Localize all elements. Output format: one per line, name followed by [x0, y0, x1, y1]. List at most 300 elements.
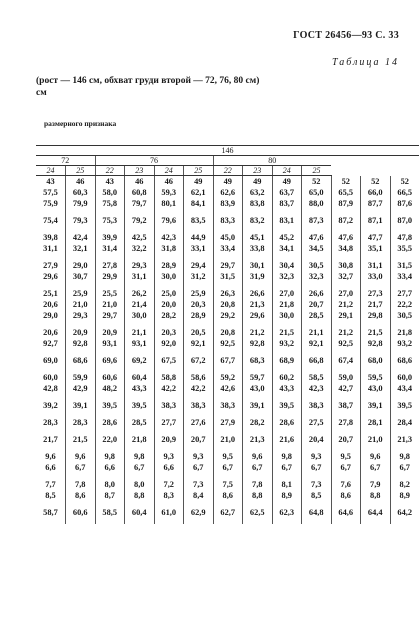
cell-value: 39,5: [279, 401, 295, 410]
cell-value: 92,0: [161, 339, 177, 348]
cell-value: 79,7: [131, 199, 147, 208]
cell-value: 27,3: [367, 289, 383, 298]
table-cell: [331, 507, 361, 524]
table-cell: [95, 232, 125, 260]
cell-value: 58,5: [102, 508, 118, 517]
cell-value: 7,2: [163, 480, 174, 489]
cell-value: 92,8: [72, 339, 88, 348]
table-cell: [243, 355, 273, 372]
cell-value: 31,5: [397, 261, 413, 270]
table-cell: [390, 507, 419, 524]
cell-value: 47,7: [367, 233, 383, 242]
cell-value: 8,5: [45, 491, 56, 500]
cell-value: 20,3: [161, 328, 177, 337]
cell-value: 28,2: [249, 418, 265, 427]
cell-value: 29,0: [43, 311, 58, 320]
cell-value: 63,2: [249, 188, 265, 197]
cell-value: 31,4: [102, 244, 118, 253]
table-cell: [184, 372, 214, 400]
cell-value: 48,2: [102, 384, 118, 393]
cell-value: 6,7: [311, 463, 322, 472]
cell-value: 30,0: [279, 311, 295, 320]
cell-value: 29,0: [72, 261, 88, 270]
cell-value: 22,0: [102, 435, 118, 444]
cell-value: 6,7: [222, 463, 233, 472]
table-cell: [184, 288, 214, 327]
cell-value: 42,7: [338, 384, 354, 393]
table-cell: [213, 507, 243, 524]
cell-value: 83,5: [190, 216, 206, 225]
cell-value: 20,9: [72, 328, 88, 337]
cell-value: 20,8: [220, 300, 236, 309]
cell-value: 59,5: [367, 373, 383, 382]
cell-value: 87,0: [397, 216, 413, 225]
cell-value: 25,1: [43, 289, 58, 298]
cell-value: 83,9: [220, 199, 236, 208]
cell-value: 46: [135, 177, 144, 186]
cell-value: 21,7: [43, 435, 58, 444]
cell-value: 7,5: [222, 480, 233, 489]
cell-value: 43: [46, 177, 55, 186]
cell-value: 21,8: [279, 300, 295, 309]
table-cell: [331, 372, 361, 400]
cell-value: 21,4: [131, 300, 147, 309]
table-cell: [272, 260, 302, 288]
cell-value: 27,7: [397, 289, 413, 298]
cell-value: 28,5: [308, 311, 324, 320]
size-header: 22: [213, 166, 243, 176]
cell-value: 92,5: [338, 339, 354, 348]
table-cell: [154, 355, 184, 372]
table-cell: [213, 417, 243, 434]
measurement-table: [36, 145, 419, 524]
cell-value: 29,9: [102, 272, 118, 281]
cell-value: 88,0: [308, 199, 324, 208]
size-header: 24: [36, 166, 66, 176]
cell-value: 7,9: [370, 480, 381, 489]
table-cell: [125, 417, 155, 434]
table-cell: [272, 232, 302, 260]
cell-value: 39,5: [397, 401, 413, 410]
cell-value: 27,6: [190, 418, 206, 427]
chest-group-header: 76: [95, 156, 213, 166]
cell-value: 66,0: [367, 187, 383, 197]
table-cell: [272, 434, 302, 451]
table-cell: [331, 327, 361, 355]
cell-value: 29,7: [102, 311, 118, 320]
table-cell: [213, 260, 243, 288]
cell-value: 8,3: [163, 491, 174, 500]
cell-value: 20,4: [308, 435, 324, 444]
table-cell: [213, 372, 243, 400]
table-cell: [184, 434, 214, 451]
cell-value: 43,3: [131, 384, 147, 393]
table-cell: [302, 434, 332, 451]
cell-value: 33,4: [397, 272, 413, 281]
table-cell: [272, 215, 302, 232]
cell-value: 27,7: [161, 418, 177, 427]
cell-value: 9,8: [399, 452, 410, 461]
cell-value: 39,1: [367, 401, 383, 410]
table-cell: [154, 232, 184, 260]
cell-value: 21,1: [131, 328, 147, 337]
table-cell: [154, 288, 184, 327]
cell-value: 42,9: [72, 384, 88, 393]
cell-value: 60,0: [43, 373, 58, 382]
cell-value: 62,7: [220, 508, 236, 517]
cell-value: 69,2: [131, 356, 147, 365]
size-header: 25: [184, 166, 214, 176]
cell-value: 69,0: [43, 356, 58, 365]
table-cell: [95, 260, 125, 288]
table-cell: [243, 434, 273, 451]
cell-value: 6,7: [340, 463, 351, 472]
table-cell: [361, 372, 391, 400]
cell-value: 87,6: [397, 198, 413, 208]
table-cell: [95, 479, 125, 507]
table-cell: [361, 288, 391, 327]
cell-value: 68,6: [397, 356, 413, 365]
size-header: 22: [95, 166, 125, 176]
cell-value: 39,9: [102, 233, 118, 242]
cell-value: 30,7: [72, 272, 88, 281]
cell-value: 29,1: [338, 311, 354, 320]
cell-value: 20,8: [220, 328, 236, 337]
cell-value: 31,9: [249, 272, 265, 281]
table-cell: [36, 507, 66, 524]
table-cell: [36, 260, 66, 288]
cell-value: 28,6: [279, 418, 295, 427]
cell-value: 42,3: [308, 384, 324, 393]
cell-value: 47,6: [338, 233, 354, 242]
cell-value: 28,6: [102, 418, 118, 427]
chest-group-header: 80: [213, 156, 331, 166]
cell-value: 8,9: [281, 491, 292, 500]
cell-value: 20,5: [190, 328, 206, 337]
cell-value: 32,3: [308, 272, 324, 281]
cell-value: 32,2: [131, 244, 147, 253]
table-cell: [154, 434, 184, 451]
table-row: [36, 400, 419, 417]
table-cell: [243, 417, 273, 434]
cell-value: 9,6: [252, 452, 263, 461]
table-cell: [95, 288, 125, 327]
cell-value: 83,3: [220, 216, 236, 225]
table-cell: [184, 215, 214, 232]
cell-value: 8,5: [311, 491, 322, 500]
table-cell: [154, 176, 184, 216]
table-cell: [331, 355, 361, 372]
cell-value: 28,9: [190, 311, 206, 320]
table-cell: [361, 479, 391, 507]
table-cell: [66, 479, 96, 507]
cell-value: 60,4: [131, 508, 147, 517]
cell-value: 6,7: [370, 463, 381, 472]
cell-value: 29,3: [72, 311, 88, 320]
cell-value: 21,0: [72, 300, 88, 309]
cell-value: 6,6: [163, 463, 174, 472]
cell-value: 59,0: [338, 373, 354, 382]
table-cell: [66, 215, 96, 232]
cell-value: 93,1: [131, 339, 147, 348]
table-cell: [302, 417, 332, 434]
table-row: [36, 327, 419, 355]
table-cell: [331, 417, 361, 434]
cell-value: 25,9: [72, 289, 88, 298]
header-row-height: [36, 146, 419, 156]
table-cell: [36, 400, 66, 417]
table-caption: [36, 75, 396, 99]
cell-value: 21,1: [308, 328, 324, 337]
cell-value: 21,5: [279, 328, 295, 337]
cell-value: 39,5: [131, 401, 147, 410]
table-cell: [361, 355, 391, 372]
table-cell: [36, 288, 66, 327]
cell-value: 42,6: [220, 384, 236, 393]
table-cell: [36, 434, 66, 451]
table-cell: [213, 327, 243, 355]
table-cell: [302, 479, 332, 507]
table-cell: [213, 215, 243, 232]
cell-value: 31,5: [220, 272, 236, 281]
cell-value: 43,4: [397, 384, 413, 393]
size-table: [36, 145, 419, 524]
cell-value: 26,6: [249, 289, 265, 298]
cell-value: 20,7: [190, 435, 206, 444]
cell-value: 7,8: [75, 480, 86, 489]
table-cell: [302, 355, 332, 372]
cell-value: 9,3: [193, 452, 204, 461]
table-cell: [154, 260, 184, 288]
cell-value: 20,7: [308, 300, 324, 309]
cell-value: 52: [400, 176, 409, 186]
table-cell: [272, 451, 302, 479]
cell-value: 34,1: [279, 244, 295, 253]
table-cell: [125, 479, 155, 507]
cell-value: 21,5: [367, 328, 383, 337]
cell-value: 52: [371, 176, 380, 186]
table-cell: [184, 451, 214, 479]
cell-value: 30,5: [308, 261, 324, 270]
table-cell: [390, 434, 419, 451]
table-cell: [331, 215, 361, 232]
cell-value: 6,7: [193, 463, 204, 472]
table-cell: [95, 355, 125, 372]
cell-value: 79,3: [72, 216, 88, 225]
cell-value: 47,6: [308, 233, 324, 242]
table-row: [36, 232, 419, 260]
cell-value: 27,8: [338, 418, 354, 427]
cell-value: 20,9: [161, 435, 177, 444]
cell-value: 27,8: [102, 261, 118, 270]
table-cell: [213, 355, 243, 372]
table-cell: [302, 400, 332, 417]
cell-value: 33,0: [367, 272, 383, 281]
table-cell: [154, 372, 184, 400]
cell-value: 27,9: [43, 261, 58, 270]
cell-value: 21,3: [249, 300, 265, 309]
cell-value: 93,2: [279, 339, 295, 348]
table-cell: [331, 479, 361, 507]
table-cell: [390, 176, 419, 216]
table-cell: [184, 260, 214, 288]
size-header: 24: [272, 166, 302, 176]
cell-value: 43,0: [367, 384, 383, 393]
cell-value: 21,3: [249, 435, 265, 444]
cell-value: 60,3: [72, 188, 88, 197]
cell-value: 33,4: [220, 244, 236, 253]
cell-value: 39,5: [102, 401, 118, 410]
cell-value: 21,3: [397, 435, 413, 444]
cell-value: 75,8: [102, 199, 118, 208]
cell-value: 21,2: [338, 328, 354, 337]
cell-value: 32,1: [72, 244, 88, 253]
cell-value: 43,3: [279, 384, 295, 393]
cell-value: 27,5: [308, 418, 324, 427]
height-header: 146: [36, 146, 419, 156]
table-cell: [213, 479, 243, 507]
table-cell: [361, 176, 391, 216]
table-cell: [302, 451, 332, 479]
cell-value: 84,1: [190, 199, 206, 208]
cell-value: 33,1: [190, 244, 206, 253]
cell-value: 27,9: [220, 418, 236, 427]
table-cell: [36, 215, 66, 232]
table-cell: [361, 417, 391, 434]
cell-value: 42,3: [161, 233, 177, 242]
cell-value: 28,4: [397, 418, 413, 427]
table-cell: [272, 400, 302, 417]
cell-value: 58,5: [308, 373, 324, 382]
cell-value: 58,0: [102, 188, 118, 197]
cell-value: 28,5: [131, 418, 147, 427]
cell-value: 31,1: [43, 244, 58, 253]
table-cell: [66, 288, 96, 327]
table-cell: [125, 451, 155, 479]
cell-value: 9,5: [222, 452, 233, 461]
cell-value: 80,1: [161, 199, 177, 208]
cell-value: 21,5: [72, 435, 88, 444]
cell-value: 9,5: [340, 452, 351, 461]
table-cell: [331, 176, 361, 216]
cell-value: 35,1: [367, 244, 383, 253]
cell-value: 58,7: [43, 508, 58, 517]
table-cell: [390, 400, 419, 417]
table-cell: [36, 417, 66, 434]
cell-value: 21,0: [220, 435, 236, 444]
table-cell: [184, 176, 214, 216]
cell-value: 62,6: [220, 188, 236, 197]
cell-value: 42,5: [131, 233, 147, 242]
cell-value: 60,8: [131, 188, 147, 197]
size-header: 25: [302, 166, 332, 176]
table-cell: [36, 327, 66, 355]
cell-value: 6,7: [281, 463, 292, 472]
table-cell: [331, 400, 361, 417]
table-cell: [302, 215, 332, 232]
table-cell: [36, 232, 66, 260]
cell-value: 87,7: [367, 198, 383, 208]
cell-value: 34,8: [338, 244, 354, 253]
cell-value: 58,8: [161, 373, 177, 382]
cell-value: 79,9: [72, 199, 88, 208]
cell-value: 68,0: [367, 356, 383, 365]
table-cell: [390, 451, 419, 479]
table-cell: [390, 355, 419, 372]
cell-value: 9,6: [75, 452, 86, 461]
table-cell: [213, 288, 243, 327]
cell-value: 68,6: [72, 356, 88, 365]
cell-value: 7,3: [311, 480, 322, 489]
cell-value: 38,3: [161, 401, 177, 410]
cell-value: 25,5: [102, 289, 118, 298]
cell-value: 31,1: [367, 261, 383, 270]
cell-value: 49: [223, 177, 232, 186]
table-cell: [361, 260, 391, 288]
table-cell: [95, 417, 125, 434]
cell-value: 92,1: [190, 339, 206, 348]
cell-value: 29,7: [220, 261, 236, 270]
cell-value: 64,2: [397, 508, 413, 517]
table-cell: [302, 232, 332, 260]
table-cell: [390, 479, 419, 507]
cell-value: 9,6: [370, 452, 381, 461]
cell-value: 8,9: [399, 491, 410, 500]
cell-value: 30,5: [397, 311, 413, 320]
table-cell: [95, 507, 125, 524]
table-cell: [154, 215, 184, 232]
table-cell: [125, 288, 155, 327]
cell-value: 9,8: [281, 452, 292, 461]
cell-value: 43,0: [249, 384, 265, 393]
table-cell: [331, 434, 361, 451]
table-cell: [361, 507, 391, 524]
cell-value: 38,3: [220, 401, 236, 410]
cell-value: 67,4: [338, 356, 354, 365]
table-cell: [213, 451, 243, 479]
cell-value: 64,4: [367, 508, 383, 517]
size-header: 23: [125, 166, 155, 176]
cell-value: 47,8: [397, 233, 413, 242]
cell-value: 42,8: [43, 384, 58, 393]
cell-value: 45,1: [249, 233, 265, 242]
table-cell: [390, 215, 419, 232]
table-cell: [184, 232, 214, 260]
cell-value: 8,0: [104, 480, 115, 489]
table-cell: [390, 417, 419, 434]
cell-value: 35,5: [397, 244, 413, 253]
cell-value: 9,8: [134, 452, 145, 461]
cell-value: 26,3: [220, 289, 236, 298]
cell-value: 66,5: [397, 187, 413, 197]
cell-value: 60,4: [131, 373, 147, 382]
cell-value: 31,2: [190, 272, 206, 281]
cell-value: 7,6: [340, 480, 351, 489]
cell-value: 67,2: [190, 356, 206, 365]
cell-value: 62,3: [279, 508, 295, 517]
cell-value: 29,2: [220, 311, 236, 320]
cell-value: 83,7: [279, 199, 295, 208]
cell-value: 31,1: [131, 272, 147, 281]
table-cell: [243, 176, 273, 216]
cell-value: 9,3: [163, 452, 174, 461]
cell-value: 7,3: [193, 480, 204, 489]
cell-value: 93,1: [102, 339, 118, 348]
table-cell: [184, 507, 214, 524]
cell-value: 20,9: [102, 328, 118, 337]
table-cell: [125, 355, 155, 372]
caption-unit: см: [36, 88, 47, 98]
